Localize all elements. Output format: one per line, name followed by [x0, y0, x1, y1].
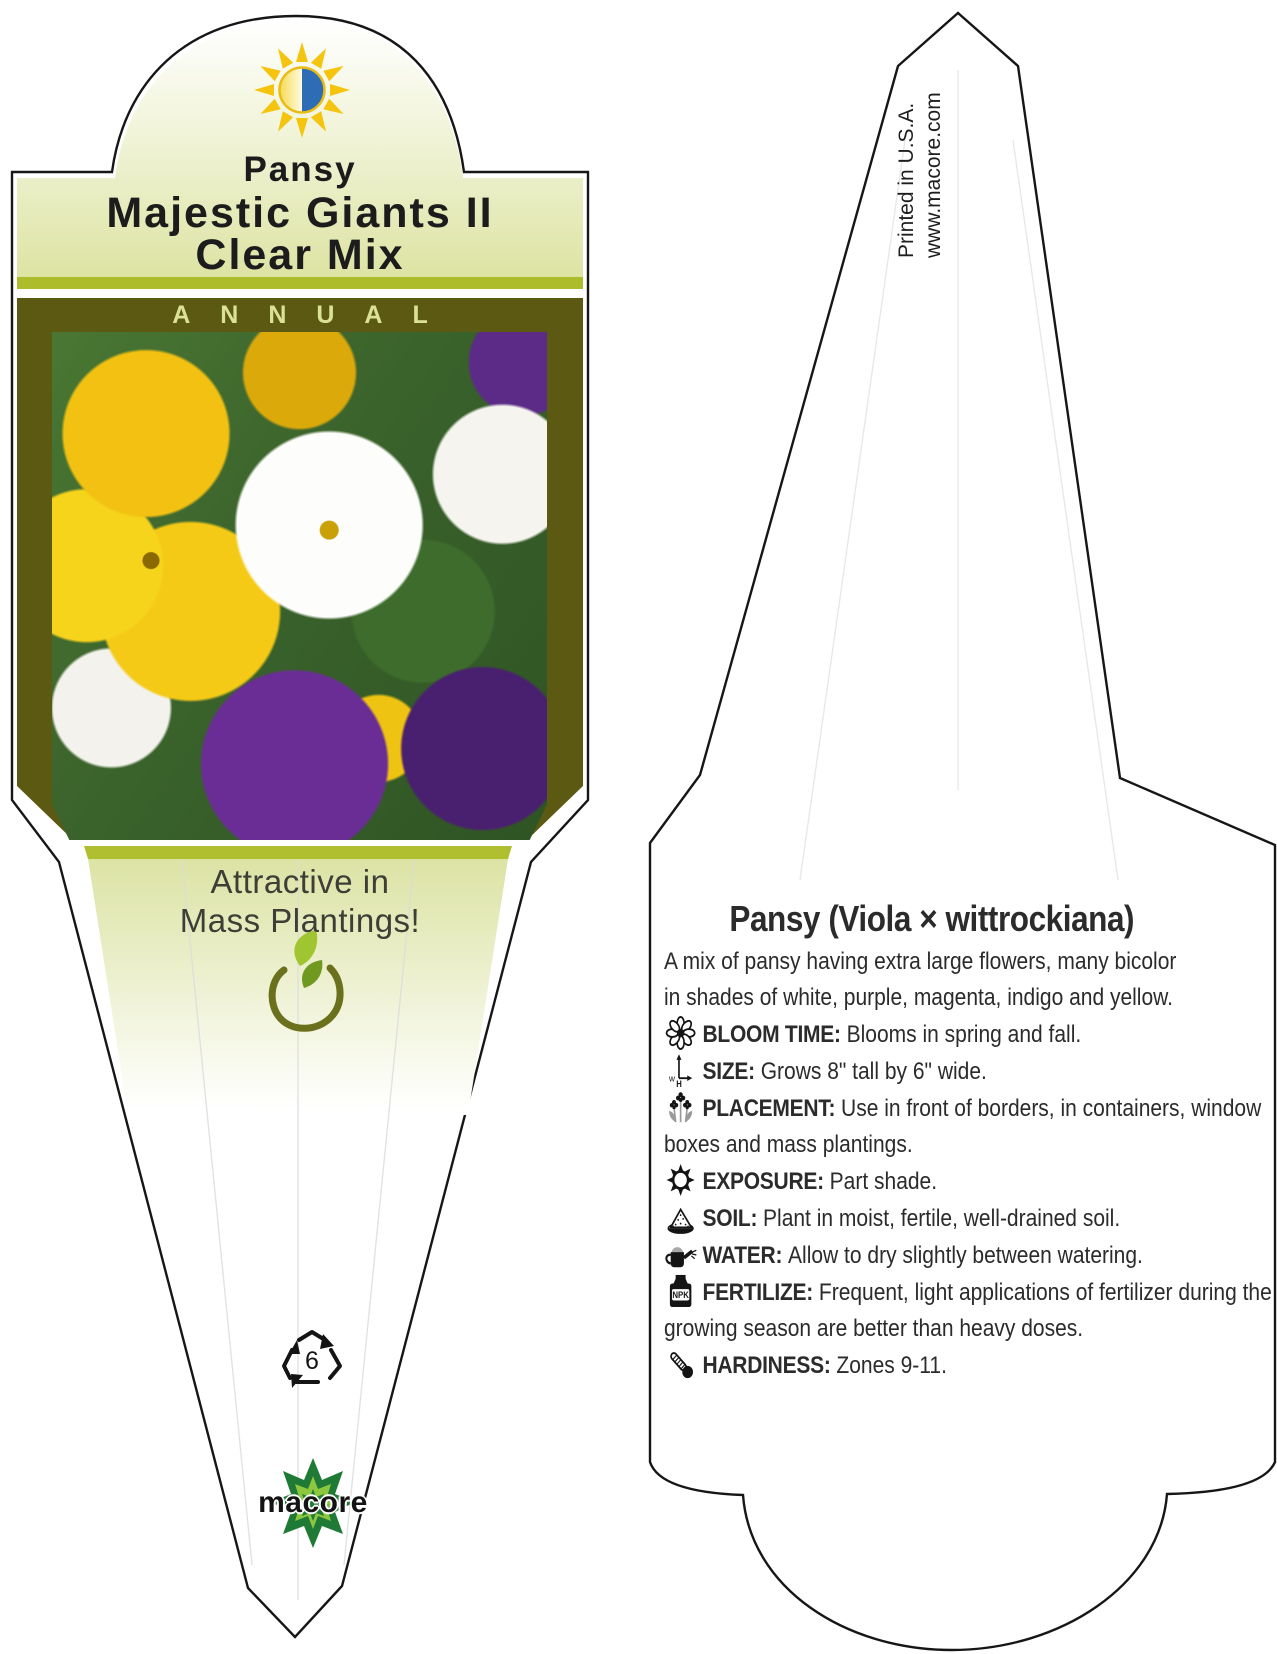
back-tag-outline: [650, 13, 1275, 1650]
fertilize-npk-icon: [664, 1274, 697, 1308]
hardiness-thermometer-icon: [664, 1347, 697, 1381]
stake-top-bar: [84, 846, 512, 859]
recycle-code: 6: [305, 1347, 319, 1375]
exposure-sun-icon: [664, 1163, 697, 1197]
plant-name: Pansy: [243, 150, 357, 189]
variety-name: Clear Mix: [195, 231, 405, 279]
description-line2: in shades of white, purple, magenta, indigo and yellow.: [664, 984, 1174, 1011]
bloom-flower-icon: [664, 1016, 697, 1050]
printed-in-text: Printed in U.S.A.: [895, 102, 918, 258]
lifecycle-badge: ANNUAL: [172, 301, 458, 329]
placement-flowers-icon: [664, 1090, 697, 1124]
attribute-row: WATER: Allow to dry slightly between watering.: [664, 1237, 1277, 1274]
attribute-row: EXPOSURE: Part shade.: [664, 1163, 1277, 1200]
attribute-row: SOIL: Plant in moist, fertile, well-drained soil.: [664, 1200, 1277, 1237]
series-name: Majestic Giants II: [106, 189, 494, 237]
pansy-photo: [52, 332, 547, 840]
size-arrows-icon: [664, 1053, 697, 1087]
svg-text:w: w: [669, 1072, 676, 1084]
water-can-icon: [664, 1237, 697, 1271]
tagline-line2: Mass Plantings!: [179, 902, 421, 939]
print-info-vertical: [893, 92, 947, 258]
brand-logo: [258, 1456, 368, 1552]
attribute-row: PLACEMENT: Use in front of borders, in containers, window boxes and mass plantings.: [664, 1090, 1277, 1163]
botanical-title: Pansy (Viola × wittrockiana): [729, 898, 1135, 939]
tagline: [12, 862, 588, 940]
back-info-panel: [664, 898, 1277, 1384]
attribute-list: [664, 1016, 1277, 1384]
attribute-row: w H SIZE: Grows 8" tall by 6" wide.: [664, 1053, 1277, 1090]
website-text: www.macore.com: [922, 92, 945, 258]
attribute-row: HARDINESS: Zones 9-11.: [664, 1347, 1277, 1384]
tagline-line1: Attractive in: [210, 863, 390, 900]
svg-text:NPK: NPK: [672, 1289, 689, 1301]
soil-mound-icon: [664, 1200, 697, 1234]
attribute-row: BLOOM TIME: Blooms in spring and fall.: [664, 1016, 1277, 1053]
svg-text:H: H: [676, 1079, 682, 1087]
description-line1: A mix of pansy having extra large flowers, many bicolor: [664, 948, 1177, 975]
brand-name: macore: [258, 1486, 368, 1519]
attribute-row: NPK FERTILIZE: Frequent, light applications of fertilizer during the growing season are better than heavy doses.: [664, 1274, 1277, 1347]
